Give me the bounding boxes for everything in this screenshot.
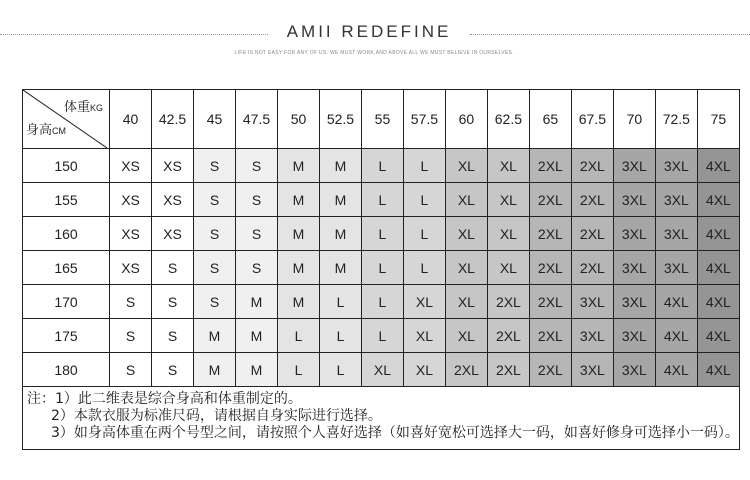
size-cell: 3XL <box>655 183 697 217</box>
size-cell: 3XL <box>613 149 655 183</box>
size-cell: XS <box>152 183 194 217</box>
size-cell: M <box>236 353 278 387</box>
size-cell: XL <box>445 183 487 217</box>
size-cell: L <box>403 251 445 285</box>
size-cell: M <box>236 319 278 353</box>
size-chart <box>22 89 740 450</box>
size-cell: 2XL <box>529 353 571 387</box>
size-cell: M <box>194 319 236 353</box>
size-cell: XS <box>152 217 194 251</box>
size-cell: S <box>152 319 194 353</box>
size-cell: XL <box>445 319 487 353</box>
size-cell: L <box>361 251 403 285</box>
size-table <box>22 89 740 450</box>
size-cell: M <box>277 251 319 285</box>
size-cell: XL <box>445 217 487 251</box>
size-cell: S <box>236 183 278 217</box>
table-row <box>23 319 740 353</box>
height-cell: 150 <box>23 149 110 183</box>
size-cell: XL <box>487 251 529 285</box>
size-cell: M <box>194 353 236 387</box>
weight-header-cell: 75 <box>697 90 739 149</box>
size-cell: 2XL <box>529 183 571 217</box>
size-cell: M <box>319 149 361 183</box>
size-cell: XL <box>445 149 487 183</box>
size-cell: S <box>152 285 194 319</box>
weight-axis-label: 体重KG <box>64 99 104 114</box>
table-row <box>23 285 740 319</box>
size-cell: XL <box>403 353 445 387</box>
size-cell: 2XL <box>529 319 571 353</box>
size-cell: M <box>277 183 319 217</box>
size-cell: 3XL <box>613 285 655 319</box>
size-cell: XS <box>110 149 152 183</box>
size-cell: S <box>194 149 236 183</box>
height-cell: 165 <box>23 251 110 285</box>
header-divider-right <box>470 34 750 35</box>
size-cell: L <box>319 353 361 387</box>
weight-header-cell: 72.5 <box>655 90 697 149</box>
size-cell: 2XL <box>571 183 613 217</box>
size-cell: L <box>403 183 445 217</box>
weight-header-cell: 50 <box>277 90 319 149</box>
size-cell: M <box>236 285 278 319</box>
size-cell: S <box>194 183 236 217</box>
size-cell: M <box>319 183 361 217</box>
size-cell: XS <box>152 149 194 183</box>
size-cell: L <box>277 319 319 353</box>
size-cell: XL <box>487 217 529 251</box>
size-cell: 2XL <box>487 319 529 353</box>
size-cell: 4XL <box>655 319 697 353</box>
size-cell: XL <box>361 353 403 387</box>
size-cell: XL <box>445 285 487 319</box>
size-cell: 2XL <box>445 353 487 387</box>
height-cell: 155 <box>23 183 110 217</box>
size-cell: 4XL <box>655 353 697 387</box>
size-cell: M <box>319 251 361 285</box>
weight-header-cell: 70 <box>613 90 655 149</box>
height-cell: 170 <box>23 285 110 319</box>
size-cell: 2XL <box>529 251 571 285</box>
notes-row <box>23 387 740 450</box>
table-row <box>23 353 740 387</box>
size-cell: L <box>403 149 445 183</box>
height-cell: 160 <box>23 217 110 251</box>
height-axis-label: 身高CM <box>26 122 67 137</box>
size-cell: 3XL <box>655 251 697 285</box>
size-cell: M <box>277 149 319 183</box>
size-cell: 2XL <box>529 149 571 183</box>
size-cell: 3XL <box>655 149 697 183</box>
size-cell: 2XL <box>487 285 529 319</box>
table-row <box>23 217 740 251</box>
size-cell: 2XL <box>571 149 613 183</box>
size-cell: 3XL <box>571 285 613 319</box>
weight-header-cell: 55 <box>361 90 403 149</box>
size-cell: S <box>236 251 278 285</box>
size-cell: S <box>194 285 236 319</box>
size-cell: 2XL <box>529 285 571 319</box>
size-cell: XL <box>487 149 529 183</box>
size-cell: 3XL <box>613 319 655 353</box>
size-cell: 4XL <box>697 319 739 353</box>
size-cell: XS <box>110 217 152 251</box>
weight-header-cell: 45 <box>194 90 236 149</box>
size-cell: 4XL <box>697 217 739 251</box>
size-cell: S <box>236 149 278 183</box>
size-cell: S <box>152 353 194 387</box>
size-cell: S <box>110 285 152 319</box>
size-cell: 3XL <box>613 217 655 251</box>
height-cell: 180 <box>23 353 110 387</box>
size-cell: XS <box>110 183 152 217</box>
size-cell: L <box>361 183 403 217</box>
size-cell: M <box>319 217 361 251</box>
size-cell: M <box>277 285 319 319</box>
height-cell: 175 <box>23 319 110 353</box>
note-2: 2）本款衣服为标准尺码，请根据自身实际进行选择。 <box>51 408 382 424</box>
size-cell: XL <box>487 183 529 217</box>
page-header <box>0 0 750 70</box>
size-cell: L <box>361 149 403 183</box>
size-cell: XL <box>403 285 445 319</box>
size-cell: 3XL <box>655 217 697 251</box>
weight-header-cell: 65 <box>529 90 571 149</box>
size-cell: S <box>194 251 236 285</box>
size-cell: 4XL <box>697 183 739 217</box>
size-cell: 2XL <box>571 251 613 285</box>
size-cell: 2XL <box>571 217 613 251</box>
size-cell: 4XL <box>697 149 739 183</box>
weight-header-cell: 40 <box>110 90 152 149</box>
size-cell: XS <box>110 251 152 285</box>
size-cell: 3XL <box>571 319 613 353</box>
size-cell: S <box>194 217 236 251</box>
weight-header-cell: 42.5 <box>152 90 194 149</box>
weight-header-row <box>23 90 740 149</box>
size-cell: 4XL <box>655 285 697 319</box>
size-cell: L <box>319 285 361 319</box>
size-cell: XL <box>403 319 445 353</box>
table-row <box>23 183 740 217</box>
weight-header-cell: 57.5 <box>403 90 445 149</box>
size-cell: L <box>361 217 403 251</box>
size-cell: S <box>110 353 152 387</box>
header-divider-left <box>0 34 268 35</box>
size-cell: L <box>361 285 403 319</box>
weight-header-cell: 62.5 <box>487 90 529 149</box>
size-cell: S <box>110 319 152 353</box>
size-cell: 3XL <box>613 353 655 387</box>
weight-header-cell: 47.5 <box>236 90 278 149</box>
table-row <box>23 149 740 183</box>
size-cell: 2XL <box>529 217 571 251</box>
size-cell: M <box>277 217 319 251</box>
size-cell: L <box>319 319 361 353</box>
size-cell: 2XL <box>487 353 529 387</box>
size-cell: L <box>361 319 403 353</box>
table-row <box>23 251 740 285</box>
brand-tagline: LIFE IS NOT EASY FOR ANY OF US. WE MUST WORK,AND ABOVE ALL WE MUST BELIEVE IN OURSELVES . <box>234 50 516 56</box>
size-cell: 3XL <box>613 251 655 285</box>
note-3: 3）如身高体重在两个号型之间，请按照个人喜好选择（如喜好宽松可选择大一码，如喜好修身可选择小一码）。 <box>51 425 739 441</box>
size-cell: XL <box>445 251 487 285</box>
size-cell: 4XL <box>697 251 739 285</box>
weight-header-cell: 67.5 <box>571 90 613 149</box>
note-1: 注：1）此二维表是综合身高和体重制定的。 <box>27 391 302 407</box>
brand-title: AMII REDEFINE <box>286 22 452 41</box>
size-cell: L <box>403 217 445 251</box>
table-corner-cell <box>23 90 110 149</box>
size-cell: 4XL <box>697 285 739 319</box>
size-cell: S <box>152 251 194 285</box>
size-cell: L <box>277 353 319 387</box>
size-cell: 4XL <box>697 353 739 387</box>
size-cell: S <box>236 217 278 251</box>
size-cell: 3XL <box>571 353 613 387</box>
weight-header-cell: 60 <box>445 90 487 149</box>
notes-cell <box>23 387 740 450</box>
size-cell: 3XL <box>613 183 655 217</box>
weight-header-cell: 52.5 <box>319 90 361 149</box>
